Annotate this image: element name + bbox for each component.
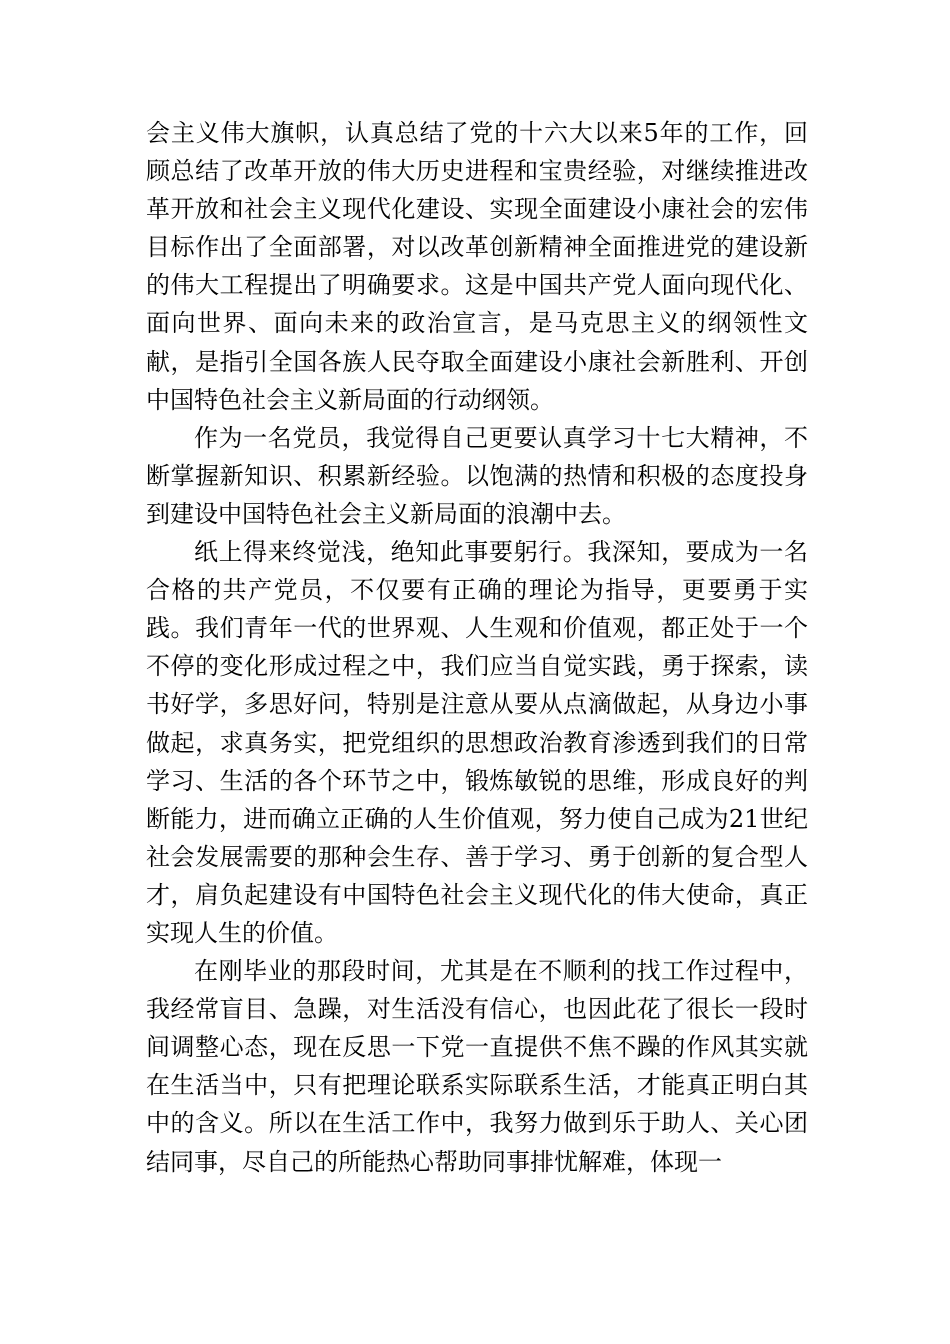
paragraph-after-graduation: 在刚毕业的那段时间，尤其是在不顺利的找工作过程中，我经常盲目、急躁，对生活没有信心，也因此花了很长一段时间调整心态，现在反思一下党一直提供不焦不躁的作风其实就在生活当中，只有把理论联系实际联系生活，才能真正明白其中的含义。所以在生活工作中，我努力做到乐于助人、关心团结同事，尽自己的所能热心帮助同事排忧解难，体现一: [146, 957, 808, 1176]
paragraph-practice: 纸上得来终觉浅，绝知此事要躬行。我深知，要成为一名合格的共产党员，不仅要有正确的理论为指导，更要勇于实践。我们青年一代的世界观、人生观和价值观，都正处于一个不停的变化形成过程之中，我们应当自觉实践，勇于探索，读书好学，多思好问，特别是注意从要从点滴做起，从身边小事做起，求真务实，把党组织的思想政治教育渗透到我们的日常学习、生活的各个环节之中，锻炼敏锐的思维，形成良好的判断能力，进而确立正确的人生价值观，努力使自己成为21世纪社会发展需要的那种会生存、善于学习、勇于创新的复合型人才，肩负起建设有中国特色社会主义现代化的伟大使命，真正实现人生的价值。: [146, 538, 808, 947]
body-text: [146, 114, 808, 1181]
paragraph-party-member: 作为一名党员，我觉得自己更要认真学习十七大精神，不断掌握新知识、积累新经验。以饱满的热情和积极的态度投身到建设中国特色社会主义新局面的浪潮中去。: [146, 423, 808, 528]
paragraph-continuation: 会主义伟大旗帜，认真总结了党的十六大以来5年的工作，回顾总结了改革开放的伟大历史进程和宝贵经验，对继续推进改革开放和社会主义现代化建设、实现全面建设小康社会的宏伟目标作出了全面部署，对以改革创新精神全面推进党的建设新的伟大工程提出了明确要求。这是中国共产党人面向现代化、面向世界、面向未来的政治宣言，是马克思主义的纲领性文献，是指引全国各族人民夺取全面建设小康社会新胜利、开创中国特色社会主义新局面的行动纲领。: [146, 119, 808, 414]
